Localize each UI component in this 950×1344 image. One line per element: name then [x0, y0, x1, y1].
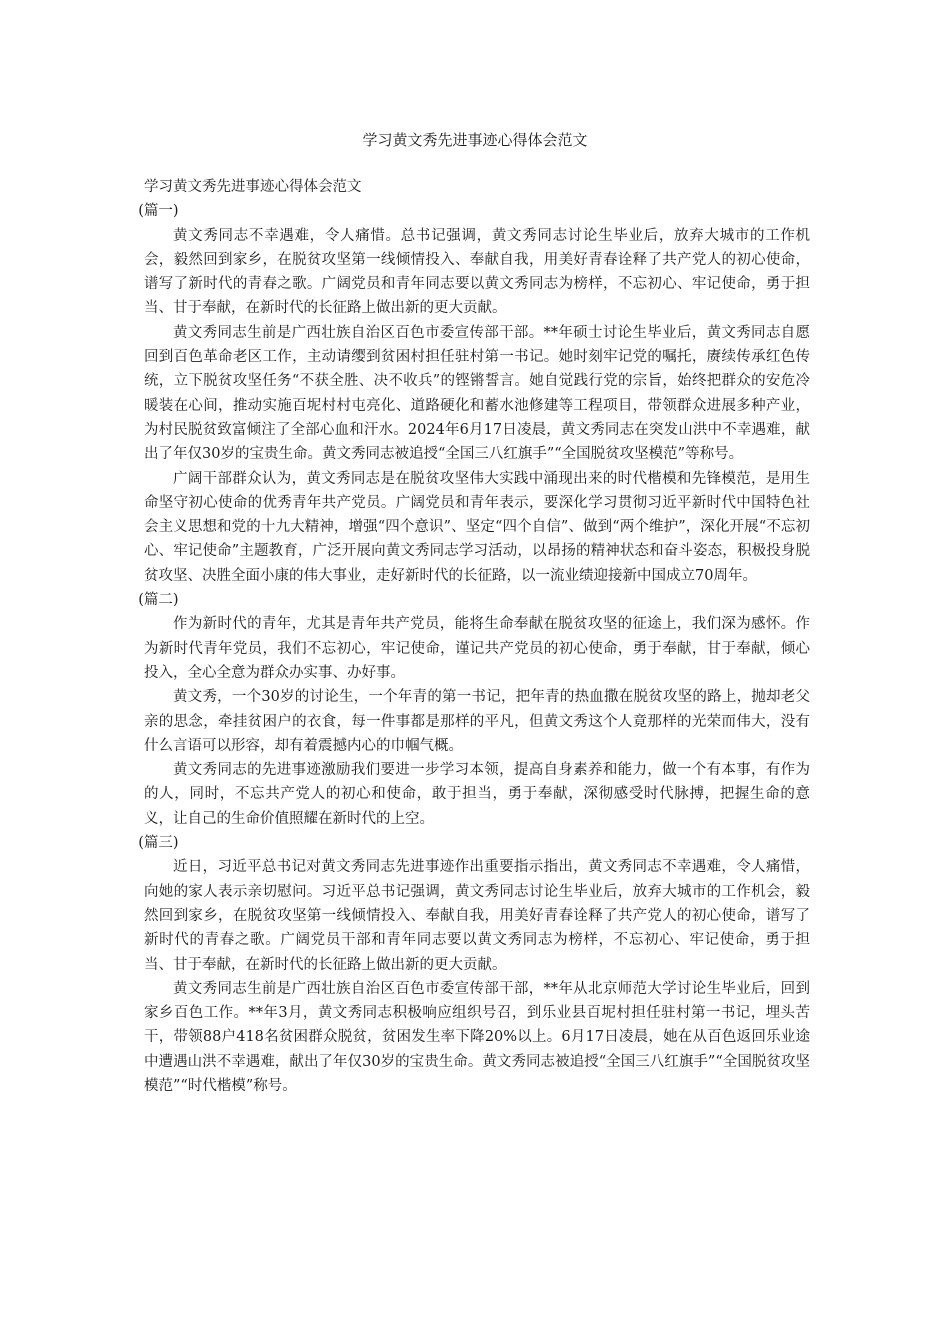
paragraph: 黄文秀同志的先进事迹激励我们要进一步学习本领，提高自身素养和能力，做一个有本事，有作为的人，同时，不忘共产党人的初心和使命，敢于担当，勇于奉献，深彻感受时代脉搏，把握生命的意义，让自己的生命价值照耀在新时代的上空。: [144, 762, 810, 827]
paragraph: 广阔干部群众认为，黄文秀同志是在脱贫攻坚伟大实践中涌现出来的时代楷模和先锋模范，是用生命坚守初心使命的优秀青年共产党员。广阔党员和青年表示，要深化学习贯彻习近平新时代中国特色社会主义思想和党的十九大精神，增强“四个意识”、坚定“四个自信”、做到“两个维护”，深化开展“不忘初心、牢记使命”主题教育，广泛开展向黄文秀同志学习活动，以昂扬的精神状态和奋斗姿态，积极投身脱贫攻坚、决胜全面小康的伟大事业，走好新时代的长征路，以一流业绩迎接新中国成立70周年。: [144, 470, 810, 584]
document-subtitle: 学习黄文秀先进事迹心得体会范文: [144, 179, 362, 195]
paragraph: 黄文秀，一个30岁的讨论生，一个年青的第一书记，把年青的热血撒在脱贫攻坚的路上，抛却老父亲的思念，牵挂贫困户的衣食，每一件事都是那样的平凡，但黄文秀这个人竟那样的光荣而伟大，没有什么言语可以形容，却有着震撼内心的巾帼气概。: [144, 689, 810, 754]
paragraph: 黄文秀同志生前是广西壮族自治区百色市委宣传部干部，**年从北京师范大学讨论生毕业后，回到家乡百色工作。**年3月，黄文秀同志积极响应组织号召，到乐业县百坭村担任驻村第一书记，埋头苦干，带领88户418名贫困群众脱贫，贫困发生率下降20%以上。6月17日凌晨，她在从百色返回乐业途中遭遇山洪不幸遇难，献出了年仅30岁的宝贵生命。黄文秀同志被追授“全国三八红旗手”“全国脱贫攻坚模范”“时代楷模”称号。: [144, 980, 810, 1094]
paragraph: 作为新时代的青年，尤其是青年共产党员，能将生命奉献在脱贫攻坚的征途上，我们深为感怀。作为新时代青年党员，我们不忘初心，牢记使命，谨记共产党员的初心使命，勇于奉献，甘于奉献，倾心投入，全心全意为群众办实事、办好事。: [144, 616, 810, 681]
paragraph: 近日，习近平总书记对黄文秀同志先进事迹作出重要指示指出，黄文秀同志不幸遇难，令人痛惜，向她的家人表示亲切慰问。习近平总书记强调，黄文秀同志讨论生毕业后，放弃大城市的工作机会，毅然回到家乡，在脱贫攻坚第一线倾情投入、奉献自我，用美好青春诠释了共产党人的初心使命，谱写了新时代的青春之歌。广阔党员干部和青年同志要以黄文秀同志为榜样，不忘初心、牢记使命，勇于担当、甘于奉献，在新时代的长征路上做出新的更大贡献。: [144, 859, 810, 973]
page-title: 学习黄文秀先进事迹心得体会范文: [362, 131, 588, 149]
section-heading-3: (篇三): [138, 835, 179, 852]
section-heading-2: (篇二): [138, 592, 179, 609]
paragraph: 黄文秀同志生前是广西壮族自治区百色市委宣传部干部。**年硕士讨论生毕业后，黄文秀同志自愿回到百色革命老区工作，主动请缨到贫困村担任驻村第一书记。她时刻牢记党的嘱托，赓续传承红色传统，立下脱贫攻坚任务“不获全胜、决不收兵”的铿锵誓言。她自觉践行党的宗旨，始终把群众的安危冷暖装在心间，推动实施百坭村村屯亮化、道路硬化和蓄水池修建等工程项目，带领群众进展多种产业，为村民脱贫致富倾注了全部心血和汗水。2024年6月17日凌晨，黄文秀同志在突发山洪中不幸遇难，献出了年仅30岁的宝贵生命。黄文秀同志被追授“全国三八红旗手”“全国脱贫攻坚模范”等称号。: [144, 324, 810, 463]
document-body: [138, 175, 810, 1098]
paragraph: 黄文秀同志不幸遇难，令人痛惜。总书记强调，黄文秀同志讨论生毕业后，放弃大城市的工作机会，毅然回到家乡，在脱贫攻坚第一线倾情投入、奉献自我，用美好青春诠释了共产党人的初心使命，谱写了新时代的青春之歌。广阔党员和青年同志要以黄文秀同志为榜样，不忘初心、牢记使命，勇于担当、甘于奉献，在新时代的长征路上做出新的更大贡献。: [144, 227, 810, 317]
section-heading-1: (篇一): [138, 203, 179, 220]
